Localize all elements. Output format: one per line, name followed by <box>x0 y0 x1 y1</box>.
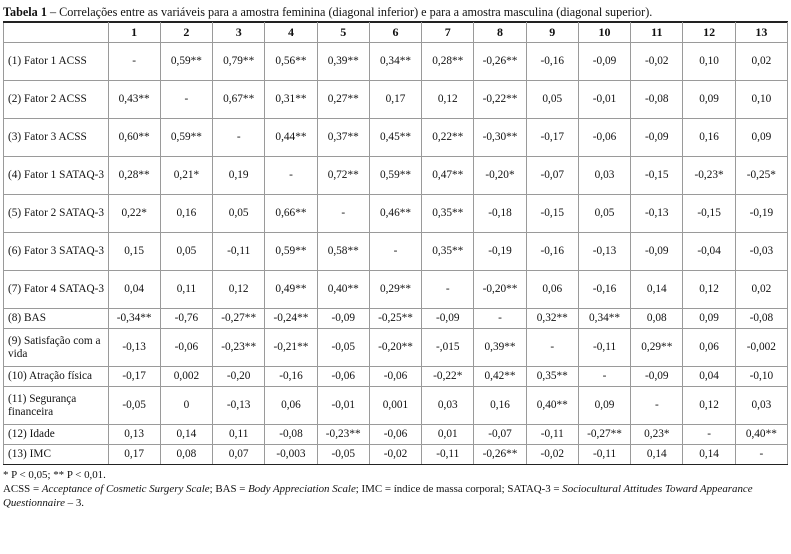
correlation-cell: 0,17 <box>108 445 160 465</box>
correlation-cell: -0,002 <box>735 329 787 367</box>
correlation-cell: -0,11 <box>578 329 630 367</box>
correlation-cell: 0,47** <box>422 157 474 195</box>
table-notes <box>3 468 788 510</box>
correlation-cell: 0,04 <box>683 367 735 387</box>
correlation-cell: 0,02 <box>735 43 787 81</box>
correlation-cell: - <box>526 329 578 367</box>
row-label: (3) Fator 3 ACSS <box>4 119 109 157</box>
correlation-cell: -0,05 <box>317 329 369 367</box>
correlation-cell: 0,19 <box>213 157 265 195</box>
correlation-cell: 0,14 <box>160 425 212 445</box>
correlation-cell: 0,16 <box>683 119 735 157</box>
correlation-cell: 0,10 <box>683 43 735 81</box>
significance-note: * P < 0,05; ** P < 0,01. <box>3 469 106 481</box>
column-header: 11 <box>631 23 683 43</box>
correlation-cell: -0,06 <box>369 367 421 387</box>
table-header-row <box>4 23 788 43</box>
correlation-cell: 0,03 <box>578 157 630 195</box>
correlation-cell: -0,11 <box>578 445 630 465</box>
correlation-cell: -0,17 <box>108 367 160 387</box>
correlation-cell: -0,07 <box>474 425 526 445</box>
correlation-cell: -0,09 <box>631 367 683 387</box>
correlation-table <box>3 22 788 465</box>
correlation-cell: -0,20* <box>474 157 526 195</box>
correlation-cell: 0,02 <box>735 271 787 309</box>
correlation-cell: -0,01 <box>317 387 369 425</box>
correlation-cell: 0,29** <box>369 271 421 309</box>
correlation-cell: 0,79** <box>213 43 265 81</box>
correlation-cell: -0,06 <box>317 367 369 387</box>
column-header: 10 <box>578 23 630 43</box>
table-row <box>4 157 788 195</box>
correlation-cell: 0,002 <box>160 367 212 387</box>
abbreviations-note-cont <box>3 496 788 510</box>
correlation-cell: -0,26** <box>474 445 526 465</box>
correlation-cell: -0,10 <box>735 367 787 387</box>
correlation-cell: 0,39** <box>474 329 526 367</box>
correlation-cell: -0,30** <box>474 119 526 157</box>
table-row <box>4 445 788 465</box>
column-header: 13 <box>735 23 787 43</box>
correlation-cell: 0,56** <box>265 43 317 81</box>
column-header: 6 <box>369 23 421 43</box>
table-caption <box>3 4 788 22</box>
correlation-cell: 0,49** <box>265 271 317 309</box>
row-label: (8) BAS <box>4 309 109 329</box>
correlation-cell: -0,23** <box>213 329 265 367</box>
correlation-cell: 0,16 <box>160 195 212 233</box>
correlation-cell: - <box>317 195 369 233</box>
row-label: (10) Atração física <box>4 367 109 387</box>
correlation-cell: -0,19 <box>735 195 787 233</box>
correlation-cell: - <box>108 43 160 81</box>
correlation-cell: -0,04 <box>683 233 735 271</box>
abbrev-acss-term: Acceptance of Cosmetic Surgery Scale <box>41 483 210 495</box>
correlation-cell: - <box>474 309 526 329</box>
correlation-cell: - <box>265 157 317 195</box>
abbrev-imc-sataq: ; IMC = índice de massa corporal; SATAQ-3 = <box>355 483 563 495</box>
correlation-cell: -0,16 <box>526 233 578 271</box>
column-header: 3 <box>213 23 265 43</box>
correlation-cell: 0,37** <box>317 119 369 157</box>
correlation-cell: 0,04 <box>108 271 160 309</box>
table-row <box>4 119 788 157</box>
correlation-cell: 0,40** <box>526 387 578 425</box>
correlation-cell: -0,11 <box>213 233 265 271</box>
abbrev-bas: ; BAS = <box>209 483 249 495</box>
correlation-cell: 0,06 <box>265 387 317 425</box>
table-row <box>4 195 788 233</box>
correlation-cell: 0,27** <box>317 81 369 119</box>
correlation-cell: -0,15 <box>631 157 683 195</box>
correlation-cell: 0,46** <box>369 195 421 233</box>
row-label: (9) Satisfação com a vida <box>4 329 109 367</box>
correlation-cell: 0,35** <box>422 195 474 233</box>
correlation-cell: 0,06 <box>526 271 578 309</box>
correlation-cell: -0,11 <box>422 445 474 465</box>
column-header: 7 <box>422 23 474 43</box>
correlation-cell: 0,44** <box>265 119 317 157</box>
correlation-cell: 0,59** <box>369 157 421 195</box>
correlation-cell: 0,32** <box>526 309 578 329</box>
correlation-cell: -0,06 <box>160 329 212 367</box>
correlation-cell: 0,11 <box>213 425 265 445</box>
correlation-cell: - <box>213 119 265 157</box>
column-header: 2 <box>160 23 212 43</box>
correlation-cell: 0,09 <box>578 387 630 425</box>
correlation-cell: -0,02 <box>631 43 683 81</box>
correlation-cell: -0,06 <box>578 119 630 157</box>
correlation-cell: -0,20** <box>474 271 526 309</box>
correlation-cell: 0,15 <box>108 233 160 271</box>
correlation-cell: -0,13 <box>108 329 160 367</box>
correlation-cell: 0,58** <box>317 233 369 271</box>
correlation-cell: - <box>160 81 212 119</box>
correlation-cell: 0,66** <box>265 195 317 233</box>
correlation-cell: 0,05 <box>578 195 630 233</box>
row-label: (12) Idade <box>4 425 109 445</box>
correlation-cell: 0,59** <box>160 119 212 157</box>
correlation-cell: -0,25** <box>369 309 421 329</box>
row-label: (7) Fator 4 SATAQ-3 <box>4 271 109 309</box>
correlation-cell: 0,29** <box>631 329 683 367</box>
row-label: (1) Fator 1 ACSS <box>4 43 109 81</box>
correlation-cell: 0,42** <box>474 367 526 387</box>
correlation-cell: 0,001 <box>369 387 421 425</box>
correlation-cell: - <box>735 445 787 465</box>
abbrev-acss: ACSS = <box>3 483 42 495</box>
correlation-cell: -0,08 <box>265 425 317 445</box>
correlation-cell: - <box>683 425 735 445</box>
correlation-cell: 0,45** <box>369 119 421 157</box>
correlation-cell: 0,22* <box>108 195 160 233</box>
abbrev-sataq-term-cont: Questionnaire <box>3 497 65 509</box>
row-label: (11) Segurança financeira <box>4 387 109 425</box>
correlation-cell: 0,08 <box>631 309 683 329</box>
correlation-cell: 0,40** <box>317 271 369 309</box>
table-row <box>4 43 788 81</box>
column-header: 5 <box>317 23 369 43</box>
correlation-cell: -0,23* <box>683 157 735 195</box>
correlation-cell: 0,34** <box>369 43 421 81</box>
correlation-cell: -0,27** <box>578 425 630 445</box>
correlation-cell: -0,08 <box>631 81 683 119</box>
abbreviations-note <box>3 482 788 496</box>
column-header: 12 <box>683 23 735 43</box>
correlation-cell: 0,12 <box>683 271 735 309</box>
column-header: 8 <box>474 23 526 43</box>
table-row <box>4 81 788 119</box>
correlation-cell: -0,07 <box>526 157 578 195</box>
row-label: (4) Fator 1 SATAQ-3 <box>4 157 109 195</box>
correlation-cell: -0,02 <box>369 445 421 465</box>
table-row <box>4 367 788 387</box>
correlation-cell: -0,16 <box>265 367 317 387</box>
correlation-cell: -0,13 <box>578 233 630 271</box>
correlation-cell: - <box>631 387 683 425</box>
correlation-cell: -0,09 <box>422 309 474 329</box>
correlation-cell: 0,01 <box>422 425 474 445</box>
abbrev-end: – 3. <box>64 497 84 509</box>
correlation-cell: 0,22** <box>422 119 474 157</box>
correlation-cell: -0,13 <box>631 195 683 233</box>
correlation-cell: 0,05 <box>213 195 265 233</box>
correlation-cell: 0,03 <box>735 387 787 425</box>
correlation-cell: 0,14 <box>631 445 683 465</box>
correlation-cell: -0,09 <box>317 309 369 329</box>
table-title: – Correlações entre as variáveis para a amostra feminina (diagonal inferior) e para a amostra masculina (diagonal superior). <box>46 5 653 19</box>
correlation-cell: 0,13 <box>108 425 160 445</box>
correlation-cell: 0,09 <box>683 81 735 119</box>
correlation-cell: -0,26** <box>474 43 526 81</box>
correlation-cell: 0,60** <box>108 119 160 157</box>
correlation-cell: -0,20 <box>213 367 265 387</box>
correlation-cell: 0,08 <box>160 445 212 465</box>
correlation-cell: 0,16 <box>474 387 526 425</box>
correlation-cell: 0,05 <box>160 233 212 271</box>
correlation-cell: -0,16 <box>578 271 630 309</box>
correlation-cell: -0,27** <box>213 309 265 329</box>
correlation-cell: -0,20** <box>369 329 421 367</box>
correlation-cell: -0,13 <box>213 387 265 425</box>
correlation-cell: 0,12 <box>683 387 735 425</box>
correlation-cell: -0,25* <box>735 157 787 195</box>
correlation-cell: -0,16 <box>526 43 578 81</box>
correlation-cell: -0,09 <box>631 119 683 157</box>
table-row <box>4 425 788 445</box>
correlation-cell: -,015 <box>422 329 474 367</box>
correlation-cell: 0,17 <box>369 81 421 119</box>
correlation-cell: -0,76 <box>160 309 212 329</box>
correlation-cell: -0,03 <box>735 233 787 271</box>
correlation-cell: 0,06 <box>683 329 735 367</box>
table-row <box>4 309 788 329</box>
correlation-cell: 0,23* <box>631 425 683 445</box>
correlation-cell: 0,67** <box>213 81 265 119</box>
correlation-cell: 0,39** <box>317 43 369 81</box>
correlation-cell: -0,05 <box>317 445 369 465</box>
column-header: 9 <box>526 23 578 43</box>
correlation-cell: 0,12 <box>422 81 474 119</box>
correlation-cell: -0,23** <box>317 425 369 445</box>
correlation-cell: 0,09 <box>683 309 735 329</box>
column-header: 1 <box>108 23 160 43</box>
correlation-cell: -0,21** <box>265 329 317 367</box>
correlation-cell: -0,22** <box>474 81 526 119</box>
correlation-cell: 0,14 <box>631 271 683 309</box>
correlation-cell: 0,35** <box>526 367 578 387</box>
table-row <box>4 329 788 367</box>
correlation-cell: 0,72** <box>317 157 369 195</box>
correlation-cell: 0,14 <box>683 445 735 465</box>
correlation-cell: - <box>578 367 630 387</box>
row-label: (13) IMC <box>4 445 109 465</box>
correlation-cell: -0,09 <box>578 43 630 81</box>
correlation-cell: -0,05 <box>108 387 160 425</box>
correlation-cell: 0,03 <box>422 387 474 425</box>
correlation-cell: -0,003 <box>265 445 317 465</box>
corner-cell <box>4 23 109 43</box>
correlation-cell: -0,01 <box>578 81 630 119</box>
correlation-cell: -0,34** <box>108 309 160 329</box>
column-header: 4 <box>265 23 317 43</box>
abbrev-sataq-term: Sociocultural Attitudes Toward Appearance <box>562 483 753 495</box>
correlation-cell: -0,09 <box>631 233 683 271</box>
correlation-cell: 0,31** <box>265 81 317 119</box>
correlation-cell: 0,40** <box>735 425 787 445</box>
abbrev-bas-term: Body Appreciation Scale <box>248 483 356 495</box>
correlation-cell: 0,59** <box>265 233 317 271</box>
correlation-cell: 0,09 <box>735 119 787 157</box>
row-label: (5) Fator 2 SATAQ-3 <box>4 195 109 233</box>
table-number: Tabela 1 <box>3 5 47 19</box>
correlation-cell: - <box>422 271 474 309</box>
correlation-cell: -0,11 <box>526 425 578 445</box>
correlation-cell: -0,24** <box>265 309 317 329</box>
correlation-cell: 0,28** <box>422 43 474 81</box>
correlation-cell: 0,05 <box>526 81 578 119</box>
table-body <box>4 43 788 465</box>
correlation-cell: 0,35** <box>422 233 474 271</box>
correlation-cell: 0 <box>160 387 212 425</box>
correlation-cell: 0,21* <box>160 157 212 195</box>
correlation-cell: -0,02 <box>526 445 578 465</box>
correlation-cell: 0,11 <box>160 271 212 309</box>
row-label: (6) Fator 3 SATAQ-3 <box>4 233 109 271</box>
correlation-cell: -0,15 <box>683 195 735 233</box>
correlation-cell: -0,08 <box>735 309 787 329</box>
correlation-cell: -0,18 <box>474 195 526 233</box>
correlation-cell: 0,12 <box>213 271 265 309</box>
correlation-cell: -0,19 <box>474 233 526 271</box>
correlation-cell: 0,07 <box>213 445 265 465</box>
correlation-cell: 0,43** <box>108 81 160 119</box>
correlation-cell: 0,28** <box>108 157 160 195</box>
table-row <box>4 387 788 425</box>
correlation-cell: 0,59** <box>160 43 212 81</box>
table-row <box>4 271 788 309</box>
row-label: (2) Fator 2 ACSS <box>4 81 109 119</box>
correlation-cell: 0,10 <box>735 81 787 119</box>
correlation-cell: -0,22* <box>422 367 474 387</box>
table-row <box>4 233 788 271</box>
correlation-cell: -0,17 <box>526 119 578 157</box>
correlation-cell: -0,15 <box>526 195 578 233</box>
correlation-cell: 0,34** <box>578 309 630 329</box>
correlation-cell: -0,06 <box>369 425 421 445</box>
correlation-cell: - <box>369 233 421 271</box>
